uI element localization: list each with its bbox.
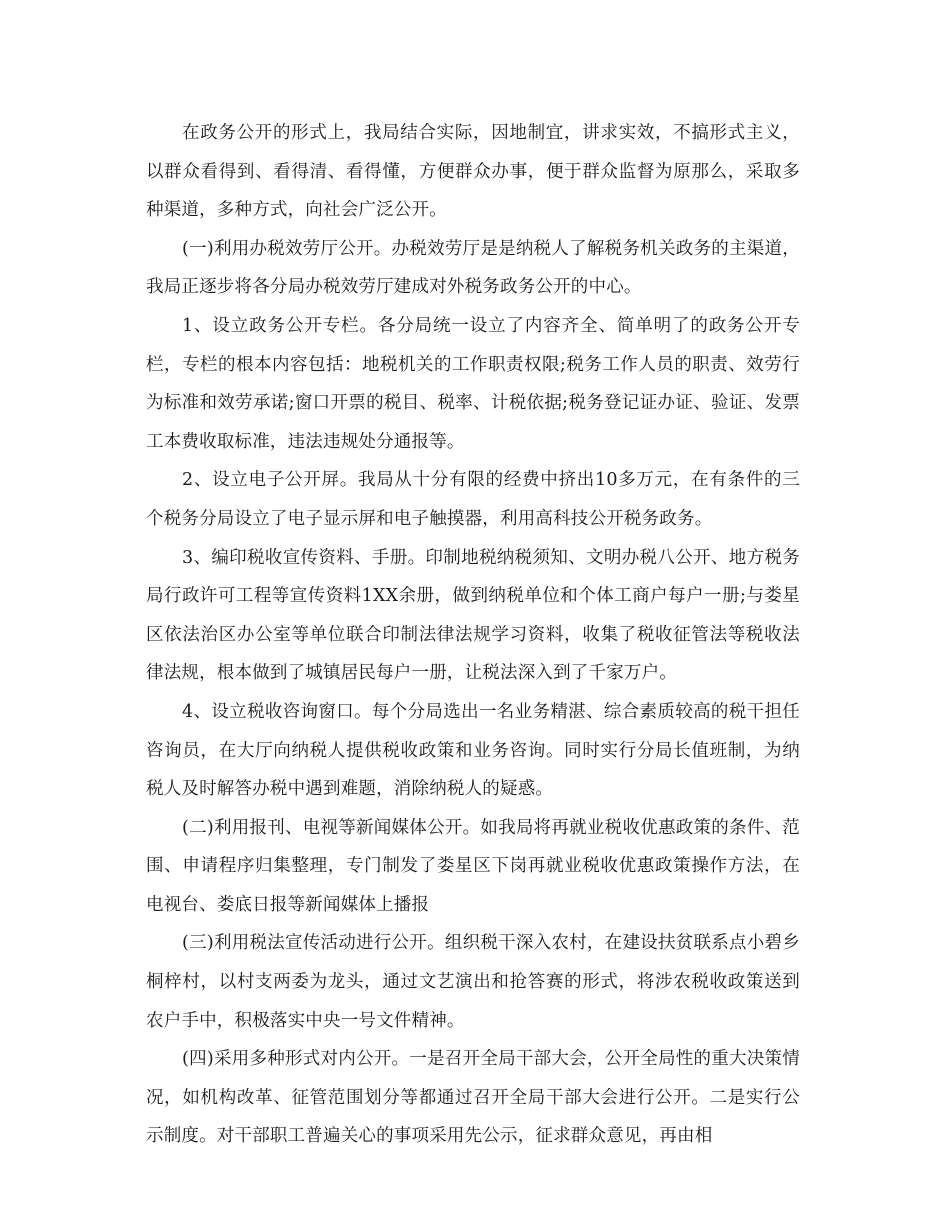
paragraph-intro: 在政务公开的形式上，我局结合实际，因地制宜，讲求实效，不搞形式主义，以群众看得到、看得清、看得懂，方便群众办事，便于群众监督为原那么，采取多种渠道，多种方式，向社会广泛公开。 [146,123,800,221]
paragraph-section-4: (四)采用多种形式对内公开。一是召开全局干部大会，公开全局性的重大决策情况，如机构改革、征管范围划分等都通过召开全局干部大会进行公开。二是实行公示制度。对干部职工普遍关心的事项采用先公示，征求群众意见，再由相 [146,1049,800,1147]
document-body [146,114,800,1156]
paragraph-section-1: (一)利用办税效劳厅公开。办税效劳厅是是纳税人了解税务机关政务的主渠道，我局正逐步将各分局办税效劳厅建成对外税务政务公开的中心。 [146,238,800,298]
paragraph-item-4: 4、设立税收咨询窗口。每个分局选出一名业务精湛、综合素质较高的税干担任咨询员，在大厅向纳税人提供税收政策和业务咨询。同时实行分局长值班制，为纳税人及时解答办税中遇到难题，消除纳税人的疑惑。 [146,701,800,800]
paragraph-item-1: 1、设立政务公开专栏。各分局统一设立了内容齐全、简单明了的政务公开专栏，专栏的根本内容包括：地税机关的工作职责权限;税务工作人员的职责、效劳行为标准和效劳承诺;窗口开票的税目、税率、计税依据;税务登记证办证、验证、发票工本费收取标准，违法违规处分通报等。 [146,315,800,452]
paragraph-section-3: (三)利用税法宣传活动进行公开。组织税干深入农村，在建设扶贫联系点小碧乡桐梓村，以村支两委为龙头，通过文艺演出和抢答赛的形式，将涉农税收政策送到农户手中，积极落实中央一号文件精神。 [146,933,800,1031]
paragraph-section-2: (二)利用报刊、电视等新闻媒体公开。如我局将再就业税收优惠政策的条件、范围、申请程序归集整理，专门制发了娄星区下岗再就业税收优惠政策操作方法，在电视台、娄底日报等新闻媒体上播报 [146,817,800,915]
paragraph-item-2: 2、设立电子公开屏。我局从十分有限的经费中挤出10多万元，在有条件的三个税务分局设立了电子显示屏和电子触摸器，利用高科技公开税务政务。 [146,470,800,529]
paragraph-item-3: 3、编印税收宣传资料、手册。印制地税纳税须知、文明办税八公开、地方税务局行政许可工程等宣传资料1XX余册，做到纳税单位和个体工商户每户一册;与娄星区依法治区办公室等单位联合印制法律法规学习资料，收集了税收征管法等税收法律法规，根本做到了城镇居民每户一册，让税法深入到了千家万户。 [146,547,800,684]
